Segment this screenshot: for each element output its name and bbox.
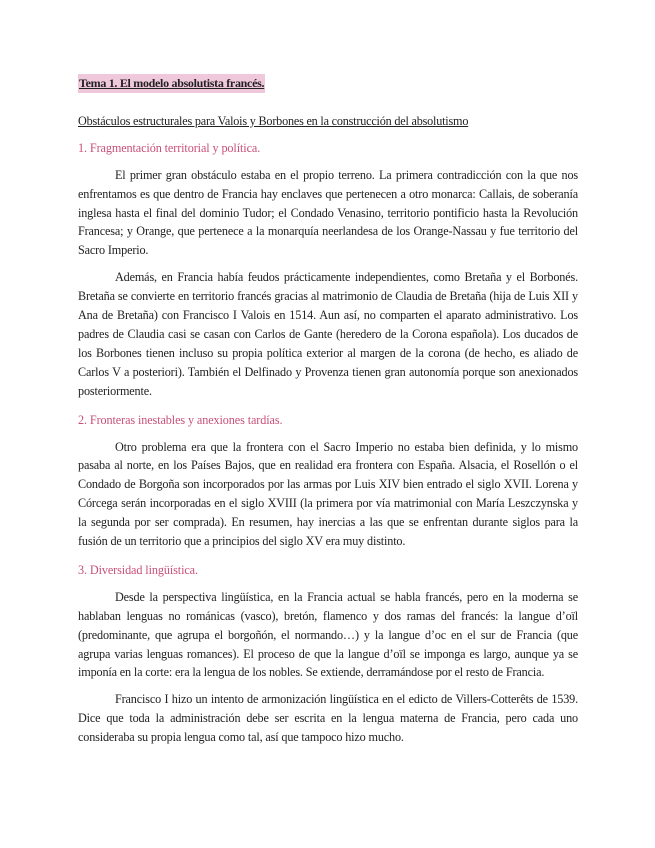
paragraph: Desde la perspectiva lingüística, en la Francia actual se habla francés, pero en la moderna se hablaban lenguas no románicas (vasco), bretón, flamenco y dos ramas del francés: la langue d’oïl (predominante, que agrupa el borgoñón, el normando…) y la langue d’oc en el sur de Francia (que agrupa varias lenguas romances). El proceso de que la langue d’oïl se imponga es largo, aunque ya se imponía en la corte: era la lengua de los nobles. Se extiende, derramándose por el resto de Francia. xyxy=(78,589,578,680)
section-heading: 1. Fragmentación territorial y política. xyxy=(78,140,261,155)
section-borders xyxy=(78,411,578,551)
document-title: Tema 1. El modelo absolutista francés. xyxy=(78,74,265,93)
paragraph: Otro problema era que la frontera con el Sacro Imperio no estaba bien definida, y lo mismo pasaba al norte, en los Países Bajos, que en realidad era frontera con España. Alsacia, el Rosellón o el Condado de Borgoña son incorporados por las armas por Luis XIV bien entrado el siglo XVII. Lorena y Córcega serán incorporadas en el siglo XVIII (la primera por vía matrimonial con María Leszczynska y la segunda por ser comprada). En resumen, hay inercias a las que se enfrentan durante siglos para la fusión de un territorio que a principios del siglo XV era muy distinto. xyxy=(78,439,578,549)
paragraph: Además, en Francia había feudos prácticamente independientes, como Bretaña y el Borbonés. Bretaña se convierte en territorio francés gracias al matrimonio de Claudia de Bretaña (hija de Luis XII y Ana de Bretaña) con Francisco I Valois en 1514. Aun así, no comparten el aparato administrativo. Los padres de Claudia casi se casan con Carlos de Gante (heredero de la Corona española). Los ducados de los Borbones tienen incluso su propia política exterior al margen de la corona (de hecho, es aliado de Carlos V a posteriori). También el Delfinado y Provenza tienen gran autonomía porque son anexionados posteriormente. xyxy=(78,270,578,398)
paragraph: Francisco I hizo un intento de armonización lingüística en el edicto de Villers-Cotterêts de 1539. Dice que toda la administración debe ser escrita en la lengua materna de Francia, pero cada uno consideraba su propia lengua como tal, así que tampoco hizo mucho. xyxy=(78,692,578,745)
section-fragmentation xyxy=(78,139,578,401)
section-language xyxy=(78,561,578,747)
paragraph: El primer gran obstáculo estaba en el propio terreno. La primera contradicción con la que nos enfrentamos es que dentro de Francia hay enclaves que pertenecen a otro monarca: Callais, de soberanía inglesa hasta el final del dominio Tudor; el Condado Venasino, territorio pontificio hasta la Revolución Francesa; y Orange, que pertenece a la monarquía neerlandesa de los Orange-Nassau y fue territorio del Sacro Imperio. xyxy=(78,167,578,258)
section-heading: 2. Fronteras inestables y anexiones tardías. xyxy=(78,412,283,427)
document-subtitle: Obstáculos estructurales para Valois y Borbones en la construcción del absolutismo xyxy=(78,113,469,128)
document-page xyxy=(78,74,578,755)
section-heading: 3. Diversidad lingüística. xyxy=(78,562,198,577)
